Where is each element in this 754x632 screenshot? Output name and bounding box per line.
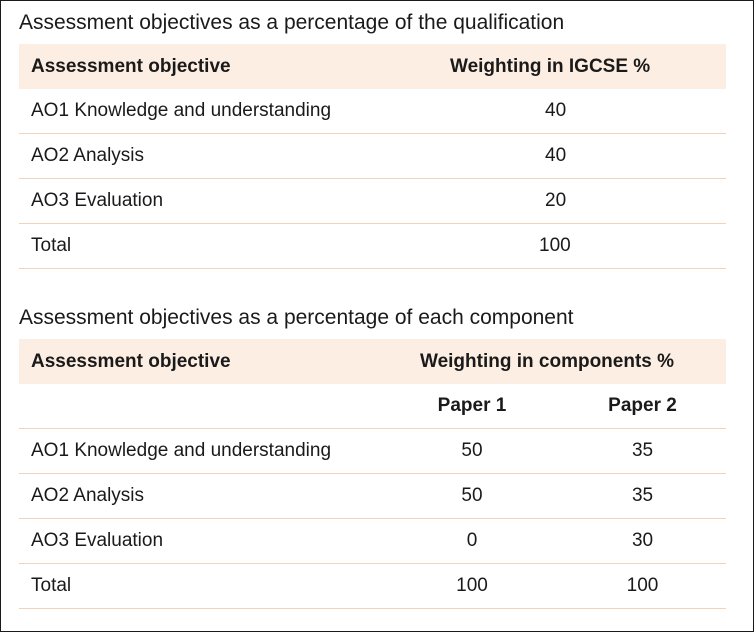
component-weighting-table	[19, 339, 726, 609]
weighting-cell: 20	[439, 179, 726, 224]
objective-label: Analysis	[73, 485, 145, 506]
table-row	[19, 429, 726, 474]
objective-label: Knowledge and understanding	[74, 440, 332, 461]
paper-1-cell: 50	[385, 429, 559, 474]
objective-cell	[19, 89, 439, 134]
paper-1-cell: 0	[385, 519, 559, 564]
column-header-weighting: Weighting in IGCSE %	[439, 44, 726, 89]
paper-2-cell: 35	[559, 429, 726, 474]
table-row	[19, 474, 726, 519]
objective-cell	[19, 134, 439, 179]
weighting-cell: 40	[439, 89, 726, 134]
subheader-empty	[19, 384, 385, 429]
total-paper-1: 100	[385, 564, 559, 609]
objective-code: AO3	[31, 530, 70, 551]
table-row	[19, 519, 726, 564]
objective-code: AO1	[31, 440, 70, 461]
objective-cell	[19, 474, 385, 519]
table-row-total	[19, 224, 726, 269]
objective-label: Evaluation	[74, 530, 164, 551]
header-row	[19, 339, 726, 384]
table-row	[19, 89, 726, 134]
objective-label: Knowledge and understanding	[74, 100, 332, 121]
section-title-component: Assessment objectives as a percentage of each component	[19, 306, 574, 329]
qualification-weighting-table	[19, 44, 726, 269]
section-title-qualification: Assessment objectives as a percentage of the qualification	[19, 11, 565, 34]
total-label: Total	[19, 564, 385, 609]
objective-cell	[19, 519, 385, 564]
paper-1-cell: 50	[385, 474, 559, 519]
total-paper-2: 100	[559, 564, 726, 609]
paper-2-cell: 30	[559, 519, 726, 564]
objective-label: Evaluation	[74, 190, 164, 211]
subheader-row	[19, 384, 726, 429]
column-header-objective: Assessment objective	[19, 44, 439, 89]
table-row	[19, 179, 726, 224]
objective-code: AO3	[31, 190, 70, 211]
weighting-cell: 40	[439, 134, 726, 179]
column-header-paper-1: Paper 1	[385, 384, 559, 429]
column-header-objective: Assessment objective	[19, 339, 385, 384]
objective-code: AO2	[31, 485, 70, 506]
header-row	[19, 44, 726, 89]
table-row-total	[19, 564, 726, 609]
objective-cell	[19, 429, 385, 474]
objective-cell	[19, 179, 439, 224]
objective-code: AO1	[31, 100, 70, 121]
column-header-paper-2: Paper 2	[559, 384, 726, 429]
objective-code: AO2	[31, 145, 70, 166]
table-row	[19, 134, 726, 179]
total-value: 100	[439, 224, 726, 269]
column-header-weighting-components: Weighting in components %	[385, 339, 726, 384]
total-label: Total	[19, 224, 439, 269]
objective-label: Analysis	[73, 145, 145, 166]
paper-2-cell: 35	[559, 474, 726, 519]
